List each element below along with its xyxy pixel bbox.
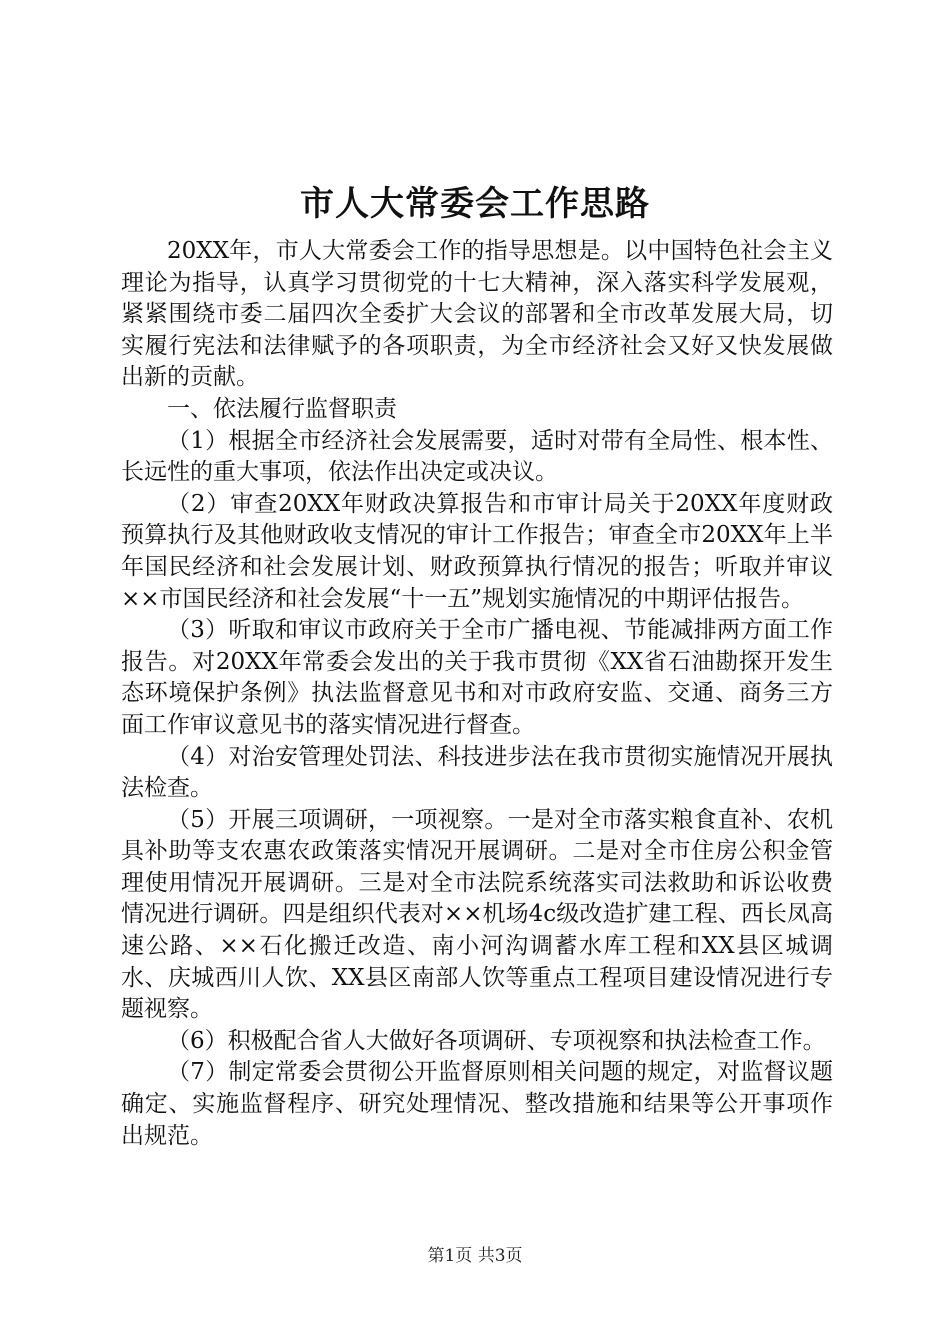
- item-paragraph-1: （1）根据全市经济社会发展需要，适时对带有全局性、根本性、长远性的重大事项，依法作出决定或决议。: [121, 427, 833, 486]
- page-number-footer: 第1页 共3页: [427, 1246, 523, 1266]
- item-paragraph-6: （6）积极配合省人大做好各项调研、专项视察和执法检查工作。: [167, 1027, 826, 1054]
- section-heading: 一、依法履行监督职责: [167, 395, 397, 422]
- item-paragraph-3: （3）听取和审议市政府关于全市广播电视、节能减排两方面工作报告。对20XX年常委会发出的关于我市贯彻《XX省石油勘探开发生态环境保护条例》执法监督意见书和对市政府安监、交通、商务三方面工作审议意见书的落实情况进行督查。: [121, 617, 833, 738]
- intro-paragraph: 20XX年，市人大常委会工作的指导思想是。以中国特色社会主义理论为指导，认真学习贯彻党的十七大精神，深入落实科学发展观，紧紧围绕市委二届四次全委扩大会议的部署和全市改革发展大局，切实履行宪法和法律赋予的各项职责，为全市经济社会又好又快发展做出新的贡献。: [121, 238, 833, 391]
- document-title: 市人大常委会工作思路: [300, 184, 650, 224]
- item-paragraph-2: （2）审查20XX年财政决算报告和市审计局关于20XX年度财政预算执行及其他财政收支情况的审计工作报告；审查全市20XX年上半年国民经济和社会发展计划、财政预算执行情况的报告；听取并审议××市国民经济和社会发展“十一五”规划实施情况的中期评估报告。: [121, 490, 833, 612]
- item-paragraph-4: （4）对治安管理处罚法、科技进步法在我市贯彻实施情况开展执法检查。: [121, 743, 833, 802]
- item-paragraph-5: （5）开展三项调研，一项视察。一是对全市落实粮食直补、农机具补助等支农惠农政策落实情况开展调研。二是对全市住房公积金管理使用情况开展调研。三是对全市法院系统落实司法救助和诉讼收费情况进行调研。四是组织代表对××机场4c级改造扩建工程、西长凤高速公路、××石化搬迁改造、南小河沟调蓄水库工程和XX县区城调水、庆城西川人饮、XX县区南部人饮等重点工程项目建设情况进行专题视察。: [121, 806, 833, 1023]
- item-paragraph-7: （7）制定常委会贯彻公开监督原则相关问题的规定，对监督议题确定、实施监督程序、研究处理情况、整改措施和结果等公开事项作出规范。: [121, 1059, 833, 1149]
- document-body: [121, 236, 833, 1152]
